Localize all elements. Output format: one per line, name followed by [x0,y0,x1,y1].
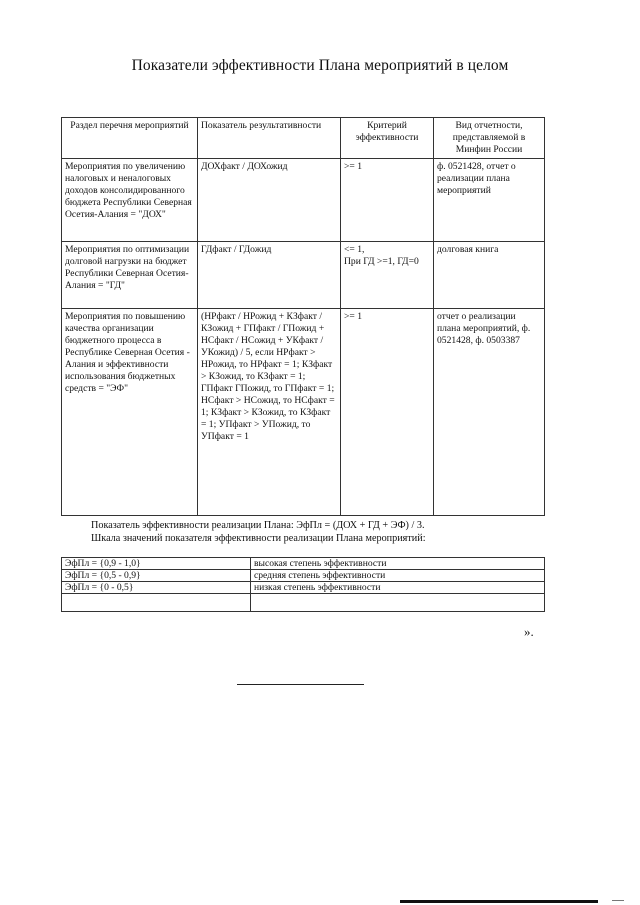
indicators-table [61,117,545,516]
table-row [62,309,545,516]
row-criterion: >= 1 [341,159,434,242]
header-indicator: Показатель результативности [198,118,341,159]
row-indicator: ДОХфакт / ДОХожид [198,159,341,242]
header-criterion: Критерий эффективности [341,118,434,159]
scale-row [62,558,545,570]
scale-intro: Шкала значений показателя эффективности реализации Плана мероприятий: [91,533,426,544]
table-row [62,242,545,309]
scale-label: высокая степень эффективности [251,558,545,570]
row-section: Мероприятия по оптимизации долговой нагрузки на бюджет Республики Северная Осетия-Алания = "ГД" [62,242,198,309]
efficiency-formula: Показатель эффективности реализации Плана: ЭфПл = (ДОХ + ГД + ЭФ) / 3. [91,520,425,531]
header-section: Раздел перечня мероприятий [62,118,198,159]
row-indicator: (НРфакт / НРожид + КЗфакт / КЗожид + ГПфакт / ГПожид + НСфакт / НСожид + УКфакт / УКожид) / 5, если НРфакт > НРожид, то НРфакт = 1; КЗфакт > КЗожид, то КЗфакт = 1; ГПфакт ГПожид, то ГПфакт = 1; НСфакт > НСожид, то НСфакт = 1; КЗфакт > КЗожид, то КЗфакт = 1; УПфакт > УПожид, то УПфакт = 1 [198,309,341,516]
row-report: ф. 0521428, отчет о реализации плана мероприятий [434,159,545,242]
scale-table [61,557,545,612]
row-criterion: <= 1, При ГД >=1, ГД=0 [341,242,434,309]
scale-empty-cell [251,594,545,612]
footer-bar [400,900,598,903]
row-indicator: ГДфакт / ГДожид [198,242,341,309]
header-report: Вид отчетности, представляемой в Минфин России [434,118,545,159]
row-report: долговая книга [434,242,545,309]
scale-range: ЭфПл = {0 - 0,5} [62,582,251,594]
scale-range: ЭфПл = {0,9 - 1,0} [62,558,251,570]
table-header-row [62,118,545,159]
separator-line [237,684,364,685]
scale-label: средняя степень эффективности [251,570,545,582]
page-title: Показатели эффективности Плана мероприятий в целом [131,57,509,74]
footer-dash [612,900,624,901]
row-criterion: >= 1 [341,309,434,516]
row-section: Мероприятия по повышению качества организации бюджетного процесса в Республике Северная Осетия - Алания и эффективности использования бюджетных средств = "ЭФ" [62,309,198,516]
closing-quote: ». [524,624,534,639]
scale-row-empty [62,594,545,612]
scale-row [62,570,545,582]
table-row [62,159,545,242]
row-section: Мероприятия по увеличению налоговых и неналоговых доходов консолидированного бюджета Республики Северная Осетия-Алания = "ДОХ" [62,159,198,242]
scale-label: низкая степень эффективности [251,582,545,594]
scale-empty-cell [62,594,251,612]
row-report: отчет о реализации плана мероприятий, ф. 0521428, ф. 0503387 [434,309,545,516]
scale-range: ЭфПл = {0,5 - 0,9} [62,570,251,582]
scale-row [62,582,545,594]
